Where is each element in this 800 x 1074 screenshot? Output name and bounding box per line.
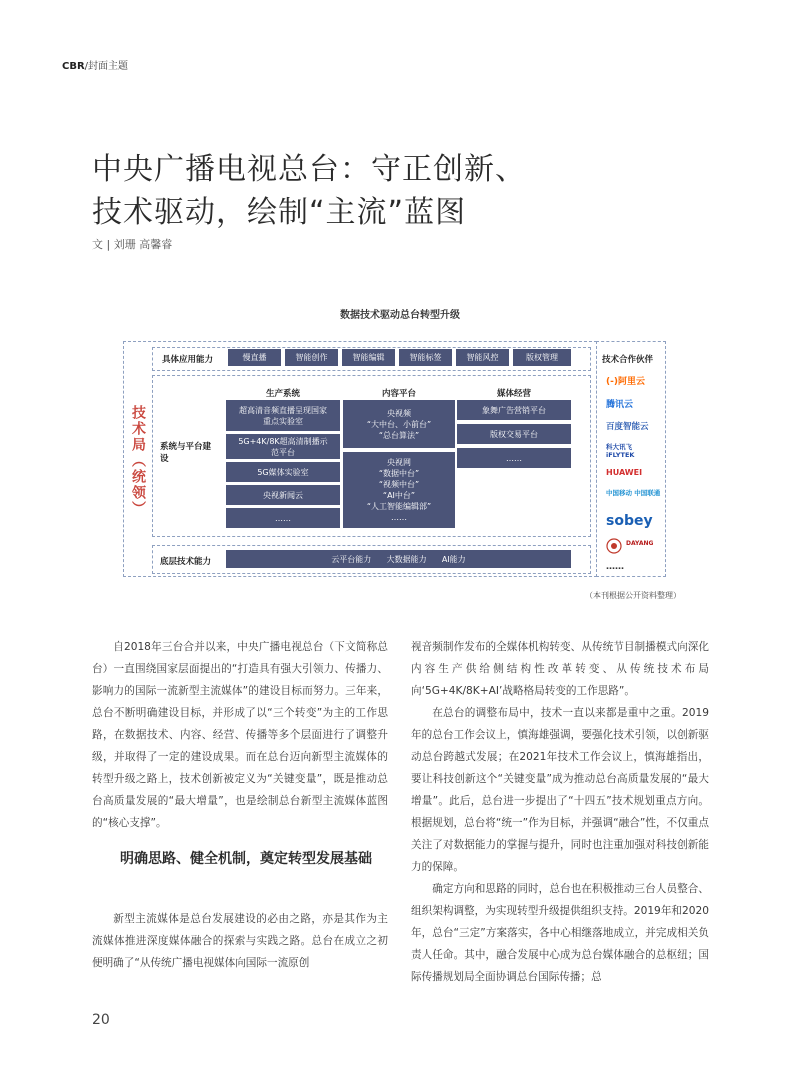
partners-more: …… [606, 562, 624, 572]
figure-source: （本刊根据公开资料整理） [585, 591, 681, 600]
left-paragraph-2 [92, 908, 388, 974]
sobey-logo: sobey [606, 513, 653, 529]
row-label-base: 底层技术能力 [160, 557, 212, 567]
row-label-app: 具体应用能力 [162, 355, 214, 365]
byline: 文 | 刘珊 高馨睿 [92, 238, 173, 251]
section-tag [62, 57, 128, 72]
production-item: …… [226, 508, 340, 528]
production-item: 5G+4K/8K超高清制播示范平台 [226, 434, 340, 459]
row-label-system: 系统与平台建设 [160, 442, 212, 464]
title-line-1: 中央广播电视总台：守正创新、 [92, 152, 526, 187]
paragraph-text: 自2018年三台合并以来，中央广播电视总台（下文简称总台）一直围绕国家层面提出的“打造具有强大引领力、传播力、影响力的国际一流新型主流媒体”的建设目标而努力。三年来，总台不断明确建设目标，并形成了以“三个转变”为主的工作思路，在数据技术、内容、经营、传播等多个层面进行了调整升级，并取得了一定的建设成果。而在总台迈向新型主流媒体的转型升级之路上，技术创新被定义为“关键变量”，既是推动总台高质量发展的“最大增量”，也是绘制总台新型主流媒体蓝图的“核心支撑”。 [92, 641, 388, 829]
production-item: 超高清音频直播呈现国家重点实验室 [226, 400, 340, 431]
app-item: 版权管理 [513, 349, 571, 366]
production-item: 5G媒体实验室 [226, 462, 340, 482]
production-item: 央视新闻云 [226, 485, 340, 505]
section-label: /封面主题 [84, 61, 129, 72]
figure-title: 数据技术驱动总台转型升级 [340, 310, 460, 321]
tech-bureau-label: 技术局（统领） [130, 405, 146, 517]
section-heading: 明确思路、健全机制，奠定转型发展基础 [120, 851, 372, 867]
aliyun-logo: (-)阿里云 [606, 377, 645, 387]
dayang-logo: DAYANG [626, 540, 654, 547]
mobile-unicom-logo: 中国移动 中国联通 [606, 489, 661, 497]
paragraph-text: 在总台的调整布局中，技术一直以来都是重中之重。2019年的总台工作会议上，慎海雄强调，要强化技术引领，以创新驱动总台跨越式发展；在2021年技术工作会议上，慎海雄指出，要让科技创新这个“关键变量”成为推动总台高质量发展的“最大增量”。此后，总台进一步提出了“十四五”技术规划重点方向。根据规划，总台将“统一”作为目标，并强调“融合”性，不仅重点关注了对数据能力的掌握与提升，同时也注重加强对科技创新能力的保障。 [411, 707, 709, 873]
col-production: 生产系统 [265, 389, 300, 399]
article-title [92, 148, 526, 234]
iflytek-logo: 科大讯飞 iFLYTEK [606, 443, 635, 459]
business-item: 象舞广告营销平台 [457, 400, 571, 420]
col-content: 内容平台 [381, 389, 416, 399]
left-paragraph-1 [92, 636, 388, 834]
university-seal-icon [606, 538, 622, 554]
content-item: 央视网 “数据中台” “视频中台” “AI中台” “人工智能编辑部” …… [343, 452, 455, 528]
business-item: …… [457, 448, 571, 468]
huawei-logo: HUAWEI [606, 468, 643, 477]
app-item: 智能编辑 [342, 349, 395, 366]
paragraph-text: 视音频制作发布的全媒体机构转变、从传统节目制播模式向深化内容生产供给侧结构性改革转变、从传统技术布局向‘5G+4K/8K+AI’战略格局转变的工作思路”。 [411, 641, 709, 697]
app-item: 智能创作 [285, 349, 338, 366]
content-item: 央视频 “大中台、小前台” “总台算法” [343, 400, 455, 448]
app-item: 智能标签 [399, 349, 452, 366]
tencent-cloud-logo: 腾讯云 [606, 400, 634, 410]
title-line-2: 技术驱动，绘制“主流”蓝图 [92, 195, 467, 230]
col-business: 媒体经营 [496, 389, 531, 399]
base-capabilities: 云平台能力 大数据能力 AI能力 [226, 550, 571, 568]
partners-title: 技术合作伙伴 [602, 355, 654, 365]
paragraph-text: 新型主流媒体是总台发展建设的必由之路，亦是其作为主流媒体推进深度媒体融合的探索与实践之路。总台在成立之初便明确了“从传统广播电视媒体向国际一流原创 [92, 913, 388, 969]
paragraph-text: 确定方向和思路的同时，总台也在积极推动三台人员整合、组织架构调整，为实现转型升级提供组织支持。2019年和2020年，总台“三定”方案落实，各中心相继落地成立，并完成相关负责人任命。其中，融合发展中心成为总台媒体融合的总枢纽；国际传播规划局全面协调总台国际传播；总 [411, 883, 709, 983]
business-item: 版权交易平台 [457, 424, 571, 444]
baidu-cloud-logo: 百度智能云 [606, 422, 649, 432]
app-item: 慢直播 [228, 349, 281, 366]
magazine-logo: CBR [62, 61, 85, 72]
right-column [411, 636, 709, 988]
app-item: 智能风控 [456, 349, 509, 366]
page-number: 20 [92, 1012, 110, 1028]
